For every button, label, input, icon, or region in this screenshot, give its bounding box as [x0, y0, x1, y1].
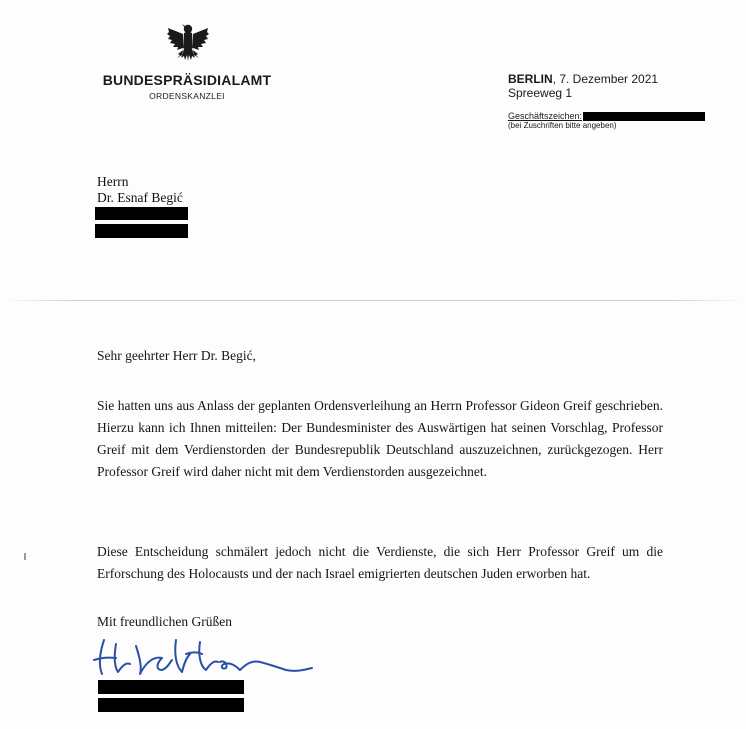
recipient-name: Dr. Esnaf Begić	[97, 190, 183, 205]
reference-label: Geschäftszeichen:	[508, 111, 583, 121]
date: , 7. Dezember 2021	[552, 72, 659, 86]
redaction-bar	[98, 698, 244, 712]
scan-artifact	[24, 553, 26, 560]
fold-line	[0, 300, 746, 301]
letter-paragraph: Diese Entscheidung schmälert jedoch nicht die Verdienste, die sich Herr Professor Greif um die Erforschung des Holocausts und der nach Israel emigrierten deutschen Juden erworben hat.	[97, 544, 663, 581]
handwritten-signature	[90, 630, 330, 680]
federal-eagle-icon	[164, 20, 212, 68]
recipient-address	[97, 174, 183, 206]
city: BERLIN	[508, 72, 553, 86]
recipient-salutation-line: Herrn	[97, 174, 129, 189]
redaction-bar	[95, 224, 188, 238]
place-date-line	[508, 72, 658, 86]
reference-line	[508, 111, 705, 121]
place-date-block	[508, 72, 658, 100]
redaction-bar	[98, 680, 244, 694]
redaction-bar	[583, 112, 705, 121]
redaction-bar	[95, 207, 188, 220]
letter-salutation: Sehr geehrter Herr Dr. Begić,	[97, 348, 256, 363]
organization-subdivision: ORDENSKANZLEI	[149, 91, 225, 101]
street-address: Spreeweg 1	[508, 86, 573, 100]
letter-paragraph: Sie hatten uns aus Anlass der geplanten Ordensverleihung an Herrn Professor Gideon Greif geschrieben. Hierzu kann ich Ihnen mitteilen: Der Bundesminister des Auswärtigen hat seinen Vorschlag, Professor Greif mit dem Verdienstorden der Bundesrepublik Deutschland auszuzeichnen, zurückgezogen. Herr Professor Greif wird daher nicht mit dem Verdienstorden ausgezeichnet.	[97, 398, 663, 479]
reference-note: (bei Zuschriften bitte angeben)	[508, 121, 617, 130]
letter-closing: Mit freundlichen Grüßen	[97, 614, 232, 629]
organization-name: BUNDESPRÄSIDIALAMT	[102, 72, 272, 88]
